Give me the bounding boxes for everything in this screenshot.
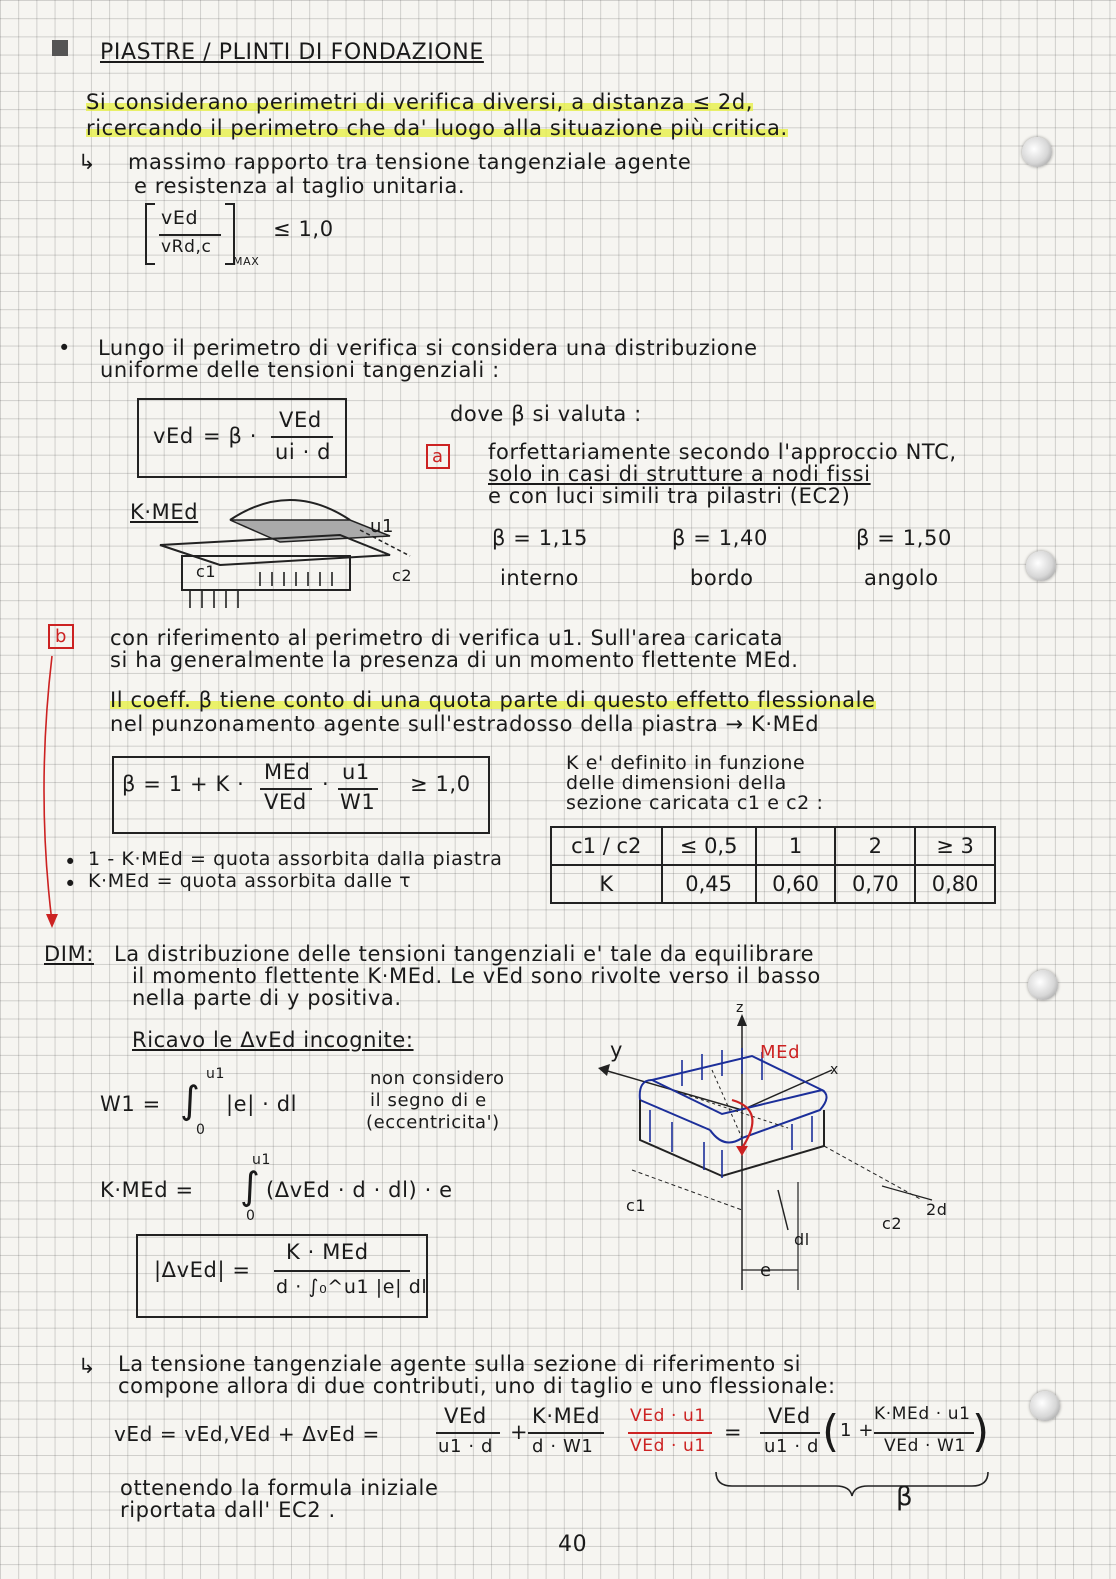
final-f5-num: K·MEd · u1	[874, 1404, 971, 1424]
k-table	[550, 826, 996, 904]
final-end-1: ottenendo la formula iniziale	[120, 1476, 439, 1500]
option-a-line-3: e con luci simili tra pilastri (EC2)	[488, 484, 851, 508]
k-text-1: K e' definito in funzione	[566, 752, 806, 774]
page-number: 40	[558, 1532, 588, 1557]
beta-formula-box	[112, 756, 490, 834]
intro-arrow-line-1: massimo rapporto tra tensione tangenziale agente	[128, 150, 692, 174]
beta-bordo-label: bordo	[690, 566, 754, 590]
k-text-2: delle dimensioni della	[566, 772, 787, 794]
uniform-formula-eq: = β ·	[203, 424, 258, 448]
sketch2-z-label: z	[736, 1000, 744, 1016]
beta-angolo-label: angolo	[864, 566, 939, 590]
ratio-sub-max: MAX	[233, 255, 260, 268]
delta-v-den: d · ∫₀^u1 |e| dl	[276, 1276, 428, 1298]
uniform-formula-box	[137, 398, 347, 478]
ratio-relation: ≤ 1,0	[273, 217, 334, 241]
final-f4-num: VEd	[768, 1404, 811, 1428]
sketch1-c1-label: c1	[196, 562, 217, 581]
beta-formula-rel: ≥ 1,0	[410, 772, 471, 796]
uniform-line-1: Lungo il perimetro di verifica si considera una distribuzione	[98, 336, 758, 360]
beta-angolo-value: β = 1,50	[856, 526, 952, 550]
final-f3-den: VEd · u1	[630, 1436, 706, 1456]
k-table-header: 1	[756, 827, 836, 865]
final-line-1: La tensione tangenziale agente sulla sezione di riferimento si	[118, 1352, 802, 1376]
w1-integral-sign: ∫	[180, 1078, 201, 1122]
final-end-2: riportata dall' EC2 .	[120, 1498, 336, 1522]
sketch1-c2-label: c2	[392, 566, 413, 585]
option-a-line-2: solo in casi di strutture a nodi fissi	[488, 462, 871, 486]
dim-line-2: il momento flettente K·MEd. Le vEd sono rivolte verso il basso	[132, 964, 821, 988]
k-table-cell: 0,60	[756, 865, 836, 903]
final-f5-den: VEd · W1	[884, 1436, 966, 1456]
final-plus: +	[510, 1420, 529, 1444]
uniform-formula-den: ui · d	[275, 440, 332, 464]
kmed-lower: 0	[246, 1208, 256, 1224]
intro-line-2: ricercando il perimetro che da' luogo alla situazione più critica.	[86, 116, 788, 140]
w1-body: |e| · dl	[226, 1092, 298, 1116]
option-b-line-3: Il coeff. β tiene conto di una quota parte di questo effetto flessionale	[110, 688, 876, 712]
k-table-cell: 0,80	[915, 865, 995, 903]
option-b-bullet-2: K·MEd = quota assorbita dalle τ	[88, 870, 412, 892]
dim-line-1: La distribuzione delle tensioni tangenziali e' tale da equilibrare	[114, 942, 815, 966]
sketch2-x-label: x	[830, 1062, 839, 1078]
w1-lower: 0	[196, 1122, 206, 1138]
final-f1-num: VEd	[444, 1404, 487, 1428]
beta-brace-label: β	[896, 1482, 914, 1512]
final-eq: =	[724, 1420, 743, 1444]
k-table-header-row	[551, 827, 995, 865]
intro-line-1: Si considerano perimetri di verifica diversi, a distanza ≤ 2d,	[86, 90, 754, 114]
option-b-line-2: si ha generalmente la presenza di un momento flettente MEd.	[110, 648, 799, 672]
uniform-formula-num: VEd	[279, 408, 322, 432]
k-table-header: ≥ 3	[915, 827, 995, 865]
sketch1-u1-label: u1	[370, 516, 395, 537]
sketch2-2d-label: 2d	[926, 1200, 948, 1219]
k-table-row	[551, 865, 995, 903]
kmed-body: (ΔvEd · d · dl) · e	[266, 1178, 453, 1202]
w1-lhs: W1 =	[100, 1092, 161, 1116]
dim-label: DIM:	[44, 942, 94, 966]
sketch2-med-label: MEd	[760, 1042, 801, 1063]
beta-interno-value: β = 1,15	[492, 526, 588, 550]
sketch2-c2-label: c2	[882, 1214, 903, 1233]
beta-formula-n1: MEd	[264, 760, 311, 784]
final-paren-pre: 1 +	[840, 1420, 875, 1441]
sketch2-y-label: y	[610, 1038, 624, 1062]
kmed-lhs: K·MEd =	[100, 1178, 194, 1202]
uniform-line-2: uniforme delle tensioni tangenziali :	[100, 358, 500, 382]
page-title: PIASTRE / PLINTI DI FONDAZIONE	[100, 40, 484, 65]
kmed-upper: u1	[252, 1152, 271, 1168]
k-table-header: 2	[835, 827, 915, 865]
binder-hole-2	[1026, 551, 1056, 581]
beta-formula-pre: β = 1 + K ·	[122, 772, 245, 796]
bullet-dot-2: •	[64, 850, 77, 874]
final-f2-num: K·MEd	[532, 1404, 601, 1428]
dim-line-3: nella parte di y positiva.	[132, 986, 402, 1010]
option-b-bullet-1: 1 - K·MEd = quota assorbita dalla piastra	[88, 848, 503, 870]
w1-upper: u1	[206, 1066, 225, 1082]
ratio-denominator: vRd,c	[161, 237, 212, 257]
beta-bordo-value: β = 1,40	[672, 526, 768, 550]
dove-label: dove β si valuta :	[450, 402, 642, 426]
beta-brace	[712, 1468, 992, 1498]
k-table-header: c1 / c2	[551, 827, 662, 865]
final-line-2: compone allora di due contributi, uno di taglio e uno flessionale:	[118, 1374, 836, 1398]
k-table-cell: 0,70	[835, 865, 915, 903]
binder-hole-3	[1028, 970, 1058, 1000]
final-f4-den: u1 · d	[764, 1436, 820, 1457]
k-table-cell: K	[551, 865, 662, 903]
final-paren-open: (	[822, 1406, 840, 1457]
sketch1-kmed-label: K·MEd	[130, 500, 199, 524]
sketch2-dl-label: dl	[794, 1230, 810, 1249]
final-f2-den: d · W1	[532, 1436, 594, 1457]
arrow-icon: ↳	[78, 150, 97, 174]
arrow-icon-2: ↳	[78, 1354, 97, 1378]
option-b-line-1: con riferimento al perimetro di verifica u1. Sull'area caricata	[110, 626, 784, 650]
option-a-line-1: forfettariamente secondo l'approccio NTC,	[488, 440, 957, 464]
beta-interno-label: interno	[500, 566, 579, 590]
option-b-tag: b	[48, 624, 74, 649]
sketch2-e-label: e	[760, 1260, 772, 1281]
ratio-numerator: vEd	[161, 207, 199, 229]
k-table-cell: 0,45	[662, 865, 756, 903]
delta-v-result-box	[136, 1234, 428, 1318]
option-a-tag: a	[426, 444, 450, 469]
w1-note-1: non considero	[370, 1068, 505, 1089]
beta-formula-d2: W1	[340, 790, 376, 814]
binder-hole-1	[1022, 137, 1052, 167]
delta-v-num: K · MEd	[286, 1240, 369, 1264]
delta-v-lhs: |ΔvEd| =	[154, 1258, 251, 1282]
final-paren-close: )	[972, 1406, 990, 1457]
final-formula	[104, 1404, 994, 1468]
beta-formula-n2: u1	[342, 760, 370, 784]
dim-ricavo: Ricavo le ΔvEd incognite:	[132, 1028, 414, 1052]
ratio-formula	[145, 203, 385, 275]
kmed-integral-sign: ∫	[240, 1164, 261, 1208]
title-bullet-icon	[52, 40, 68, 56]
final-f1-den: u1 · d	[438, 1436, 494, 1457]
binder-hole-4	[1030, 1391, 1060, 1421]
uniform-formula-lhs: vEd	[153, 424, 194, 448]
w1-note-3: (eccentricita')	[366, 1112, 500, 1133]
k-text-3: sezione caricata c1 e c2 :	[566, 792, 824, 814]
final-f3-num: VEd · u1	[630, 1406, 706, 1426]
k-table-header: ≤ 0,5	[662, 827, 756, 865]
w1-note-2: il segno di e	[370, 1090, 487, 1111]
sketch2-c1-label: c1	[626, 1196, 647, 1215]
option-b-line-4: nel punzonamento agente sull'estradosso della piastra → K·MEd	[110, 712, 820, 736]
beta-formula-d1: VEd	[264, 790, 307, 814]
bullet-dot-3: •	[64, 872, 77, 896]
bullet-dot: •	[58, 336, 71, 360]
final-lhs: vEd = vEd,VEd + ΔvEd =	[114, 1422, 380, 1446]
intro-arrow-line-2: e resistenza al taglio unitaria.	[134, 174, 466, 198]
beta-formula-mid: ·	[322, 772, 330, 796]
